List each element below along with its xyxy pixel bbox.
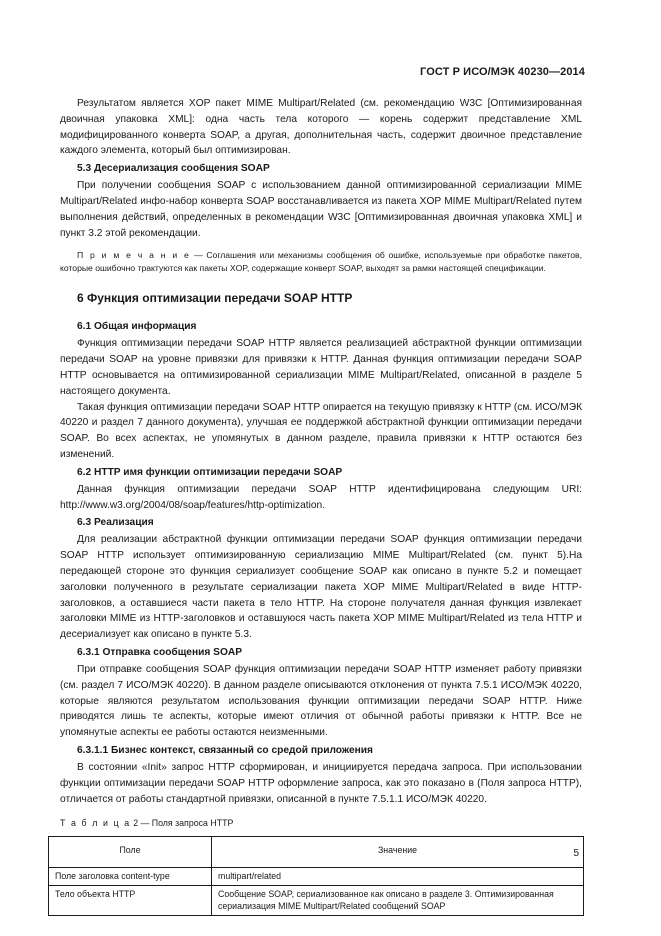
section-heading-6-3-1-1: 6.3.1.1 Бизнес контекст, связанный со средой приложения — [77, 744, 373, 756]
paragraph: Функция оптимизации передачи SOAP HTTP является реализацией абстрактной функции оптимизации передачи SOAP на уровне привязки для привязки к HTTP. Данная функция оптимизации передачи SOAP HTTP основывается на оптимизированной сериализации MIME Multipart/Related, описанной в разделе 5 настоящего документа. — [60, 338, 582, 397]
table-header-row — [49, 837, 584, 868]
table-cell: Поле заголовка content-type — [49, 867, 212, 886]
table-row — [49, 886, 584, 916]
table-row — [49, 867, 584, 886]
paragraph: В состоянии «Init» запрос HTTP сформирован, и инициируется передача запроса. При использовании функции оптимизации передачи SOAP HTTP оформление запроса, как это показано в (Поля запроса HTTP), отличается от работы стандартной привязки, описанной в пункте 7.5.1.1 ИСО/МЭК 40220. — [60, 761, 582, 805]
paragraph: При отправке сообщения SOAP функция оптимизации передачи SOAP HTTP изменяет работу привязки (см. раздел 7 ИСО/МЭК 40220). В данном разделе описываются отклонения от пункта 7.5.1 ИСО/МЭК 40220, которые являются результатом использования функции оптимизации передачи SOAP HTTP. Ниже приводятся лишь те аспекты, которые имеют отличия от обычной работы привязки к HTTP. Все не упомянутые аспекты ее работы остаются неизменными. — [60, 663, 582, 739]
note — [60, 249, 582, 275]
note-text: — Соглашения или механизмы сообщения об ошибке, используемые при обработке пакетов, которые ошибочно трактуются как пакеты XOP, содержащие конверт SOAP, выходят за рамки настоящей спецификации. — [60, 250, 582, 274]
paragraph: Для реализации абстрактной функции оптимизации передачи SOAP функция оптимизации передачи SOAP HTTP использует оптимизированную сериализацию MIME Multipart/Related (см. пункт 5).На передающей стороне это функция сериализует сообщение SOAP как описано в пункте 5.2 и помещает заголовки полученного в результате сериализации пакета XOP MIME Multipart/Related в виде HTTP-заголовков, а оставшиеся части пакета в тело HTTP. На стороне получателя данная функция извлекает заголовки MIME из HTTP-заголовков и оставшуюся часть пакета XOP MIME Multipart/Related из тела HTTP и десериализует как описано в пункте 5.3. — [60, 534, 582, 641]
table-cell: Сообщение SOAP, сериализованное как описано в разделе 3. Оптимизированная сериализация MIME Multipart/Related сообщений SOAP — [212, 886, 584, 916]
paragraph: Результатом является XOP пакет MIME Multipart/Related (см. рекомендацию W3C [Оптимизированная двоичная упаковка XML]: одна часть тела которого — корень содержит представление XML модифицированного конверта SOAP, а другая, дополнительная часть, содержит двоичное представление каждого элемента, который был оптимизирован. — [60, 98, 582, 157]
http-request-fields-table — [48, 836, 584, 916]
section-heading-6: 6 Функция оптимизации передачи SOAP HTTP — [77, 291, 353, 306]
table-header-cell: Значение — [212, 837, 584, 868]
section-heading-6-1: 6.1 Общая информация — [77, 321, 197, 333]
section-heading-6-2: 6.2 HTTP имя функции оптимизации передачи SOAP — [77, 466, 343, 478]
table-cell: Тело объекта HTTP — [49, 886, 212, 916]
paragraph: Такая функция оптимизации передачи SOAP HTTP опирается на текущую привязку к HTTP (см. ИСО/МЭК 40220 и раздел 7 данного документа), улучшая ее поддержкой абстрактной функции оптимизации передачи SOAP. Во всех аспектах, не упомянутых в данном разделе, правила привязки к HTTP остаются без изменений. — [60, 401, 582, 460]
section-heading-6-3-1: 6.3.1 Отправка сообщения SOAP — [77, 646, 243, 658]
table-caption-text: 2 — Поля запроса HTTP — [130, 818, 234, 829]
table-header-cell: Поле — [49, 837, 212, 868]
note-label: П р и м е ч а н и е — [77, 250, 191, 261]
table-caption-label: Т а б л и ц а — [60, 818, 131, 829]
document-body — [55, 96, 582, 916]
section-heading-5-3: 5.3 Десериализация сообщения SOAP — [77, 163, 270, 175]
document-header: ГОСТ Р ИСО/МЭК 40230—2014 — [420, 66, 585, 78]
section-heading-6-3: 6.3 Реализация — [77, 517, 154, 529]
page-number: 5 — [573, 848, 579, 859]
paragraph: При получении сообщения SOAP с использованием данной оптимизированной сериализации MIME Multipart/Related инфо-набор конверта SOAP восстанавливается из пакета XOP MIME Multipart/Related путем выполнения действий, определенных в рекомендации W3C [Оптимизированная двоичная упаковка XML] и пункт 3.2 этой рекомендации. — [60, 180, 582, 239]
table-cell: multipart/related — [212, 867, 584, 886]
paragraph: Данная функция оптимизации передачи SOAP HTTP идентифицирована следующим URI: http://www.w3.org/2004/08/soap/features/http-optimization. — [60, 483, 582, 511]
table-caption — [60, 817, 582, 830]
